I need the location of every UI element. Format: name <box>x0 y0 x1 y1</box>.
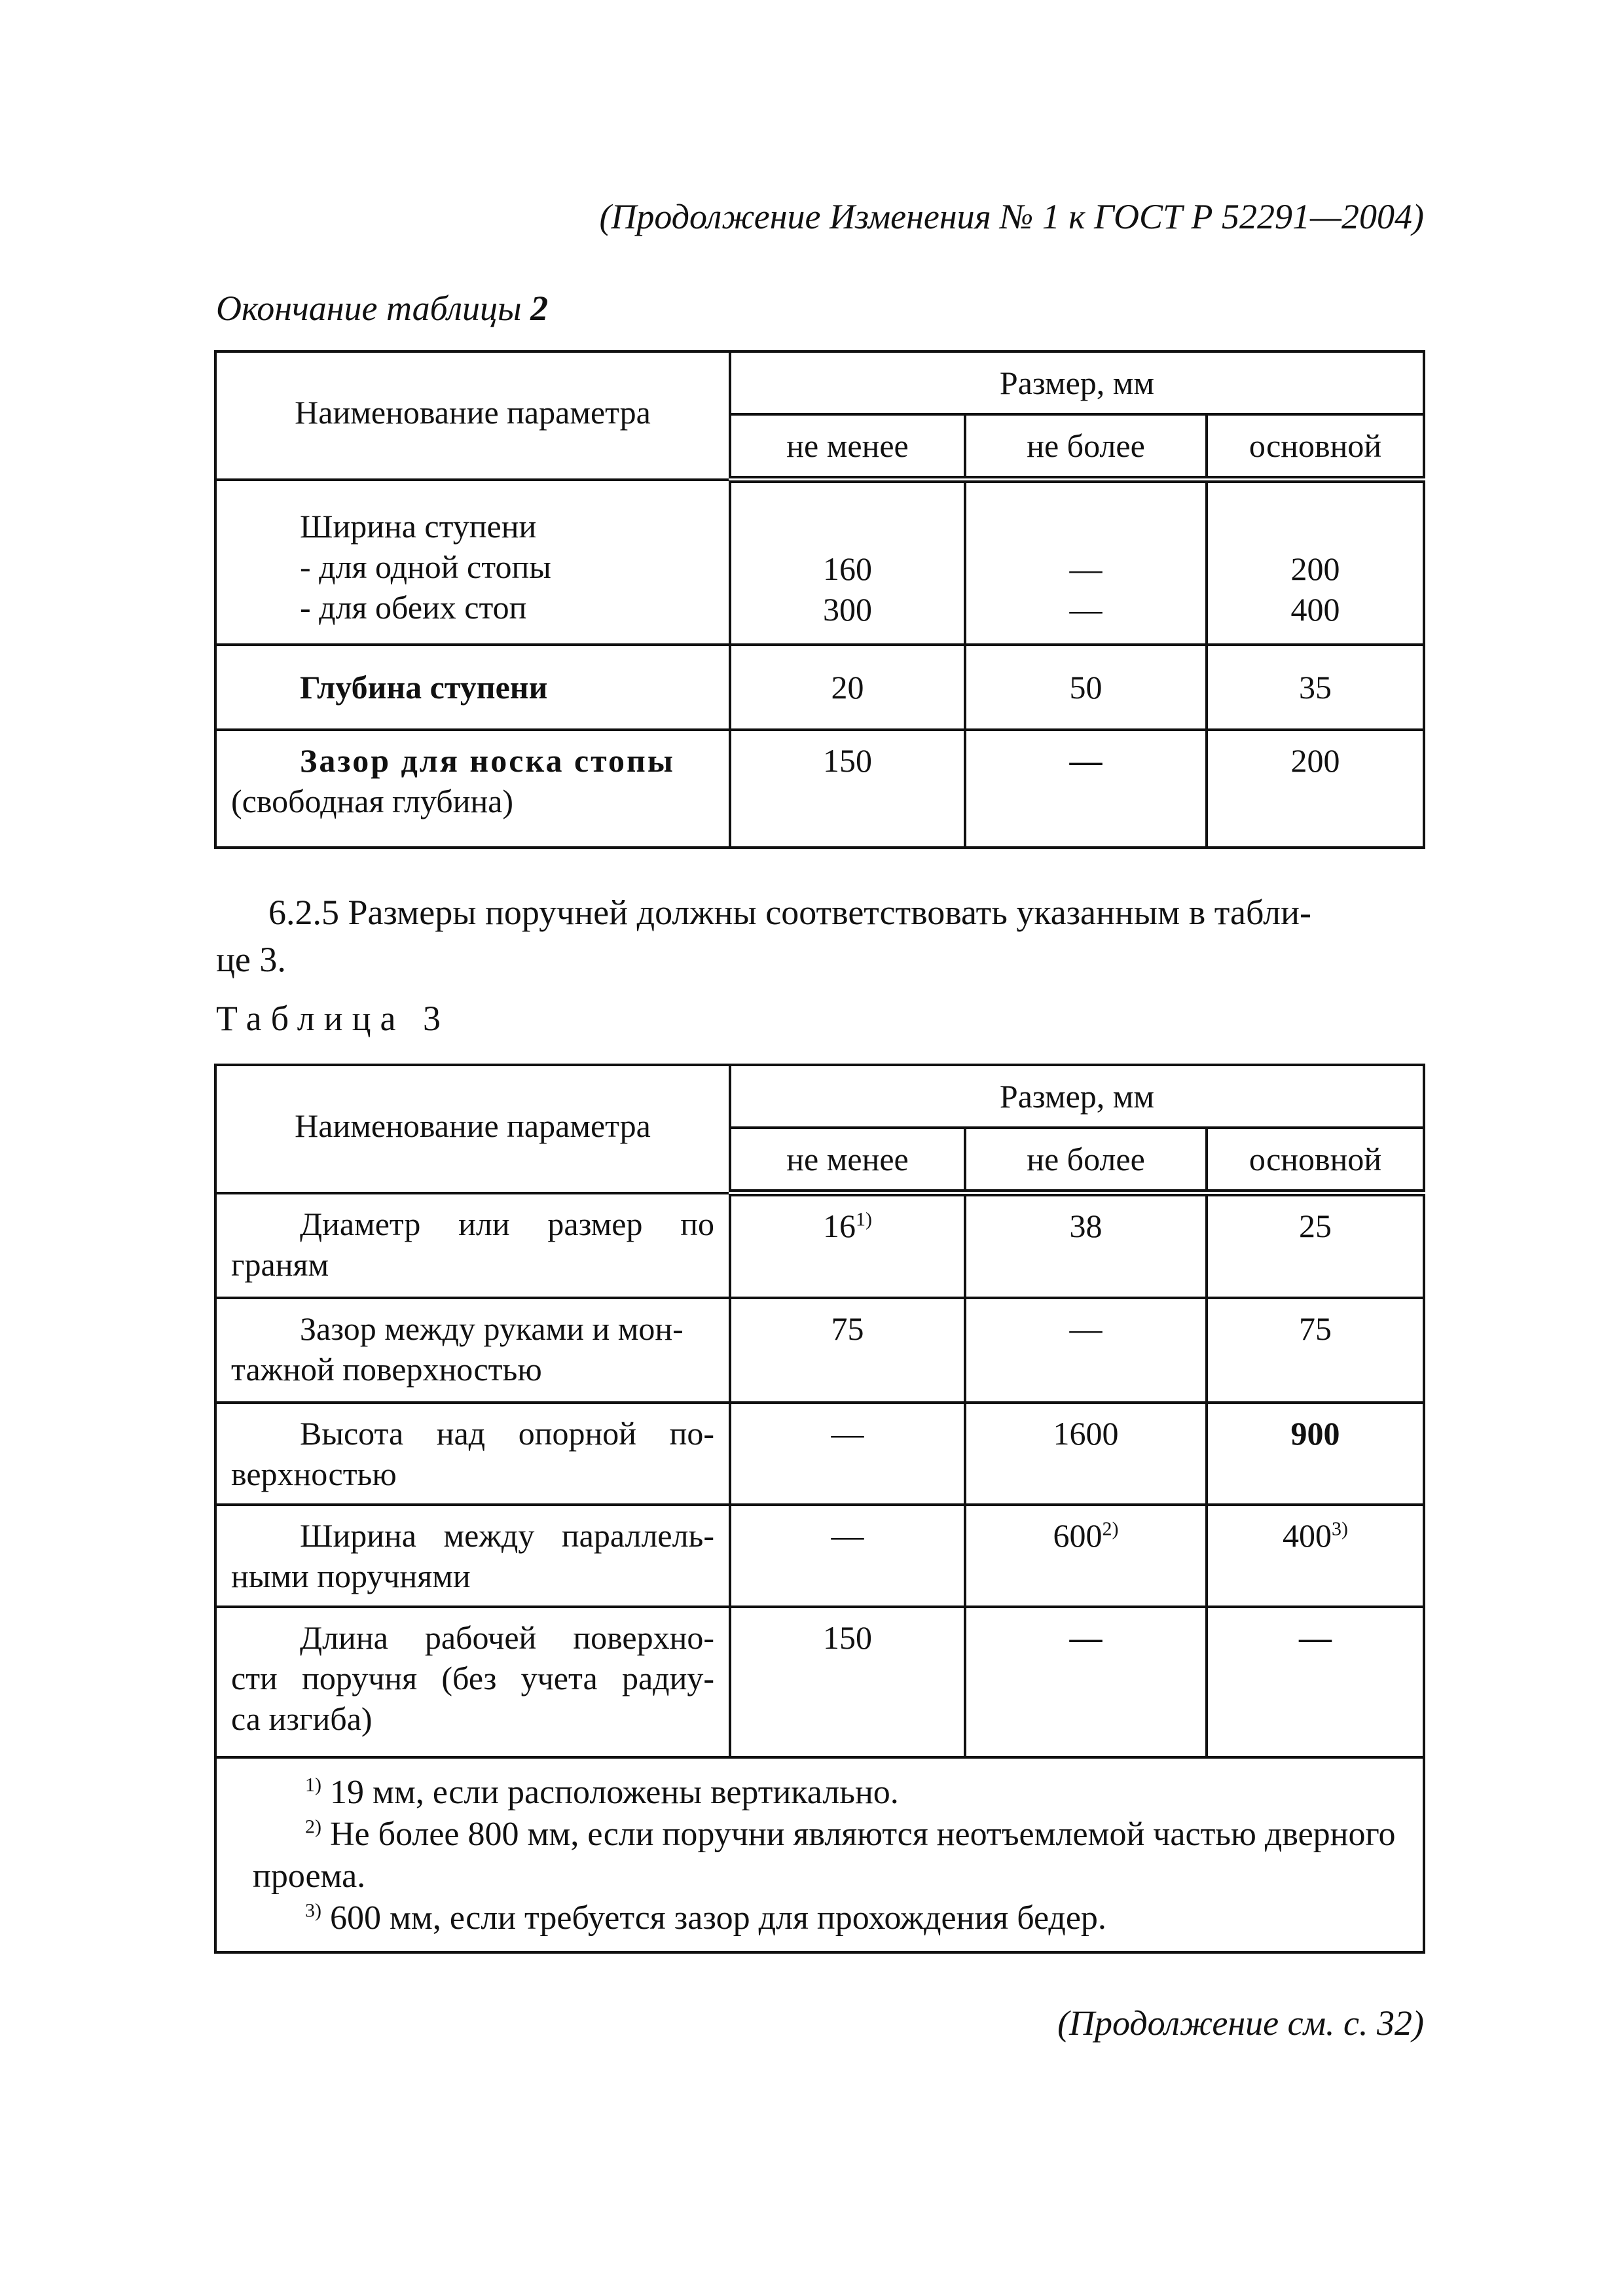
table-3 <box>214 1064 1425 1954</box>
cell-value: 38 <box>965 1193 1207 1298</box>
col-header-main: основной <box>1207 414 1424 480</box>
row-label: Диаметр или размер по <box>300 1205 714 1242</box>
table-row <box>215 730 1424 848</box>
cell-value: 300 <box>823 591 872 628</box>
row-label: (свободная глубина) <box>231 782 514 819</box>
cell-value: — <box>1069 550 1103 587</box>
table3-caption: Таблица 3 <box>216 999 450 1038</box>
cell-value: 600$^{2)}$ <box>1053 1516 1119 1554</box>
col-header-min: не менее <box>730 414 965 480</box>
cell-value: 160 <box>823 550 872 587</box>
cell-value: 25 <box>1207 1193 1424 1298</box>
cell-value: — <box>965 730 1207 848</box>
row-label: Зазор между руками и мон- <box>300 1310 684 1347</box>
footnotes-row <box>215 1757 1424 1952</box>
col-header-main: основной <box>1207 1128 1424 1193</box>
cell-value: 900 <box>1207 1403 1424 1505</box>
row-label: верхностью <box>231 1455 397 1492</box>
cell-value: — <box>965 1298 1207 1403</box>
cell-value: — <box>1069 591 1103 628</box>
row-label: Ширина между параллель- <box>300 1516 714 1554</box>
table-row <box>215 1403 1424 1505</box>
row-label: Глубина ступени <box>300 668 548 706</box>
col-header-param: Наименование параметра <box>215 1065 730 1193</box>
cell-value: 150 <box>730 730 965 848</box>
cell-value: 200 <box>1290 550 1340 587</box>
row-label: сти поручня (без учета радиу- <box>231 1659 714 1696</box>
cell-value: 16$^{1)}$ <box>823 1208 872 1244</box>
col-header-size: Размер, мм <box>730 1065 1424 1128</box>
row-label: граням <box>231 1246 329 1283</box>
table-2 <box>214 350 1425 849</box>
row-label: са изгиба) <box>231 1700 373 1737</box>
col-header-size: Размер, мм <box>730 351 1424 414</box>
page-footer: (Продолжение см. с. 32) <box>1057 2003 1424 2043</box>
footnote-3: $^{3)}$ 600 мм, если требуется зазор для прохождения бедер. <box>305 1899 1106 1937</box>
page-header: (Продолжение Изменения № 1 к ГОСТ Р 52291—2004) <box>599 197 1424 236</box>
row-label: - для одной стопы <box>300 548 551 585</box>
cell-value: 1600 <box>965 1403 1207 1505</box>
table2-caption: Окончание таблицы 2 <box>216 289 549 328</box>
cell-value: 75 <box>730 1298 965 1403</box>
col-header-max: не более <box>965 1128 1207 1193</box>
cell-value: 50 <box>965 645 1207 730</box>
cell-value: — <box>730 1403 965 1505</box>
cell-value: 75 <box>1207 1298 1424 1403</box>
footnotes <box>215 1757 1424 1952</box>
col-header-min: не менее <box>730 1128 965 1193</box>
cell-value: 400 <box>1290 591 1340 628</box>
table-row <box>215 480 1424 645</box>
row-label: - для обеих стоп <box>300 588 527 626</box>
table-row <box>215 1193 1424 1298</box>
cell-value: 35 <box>1207 645 1424 730</box>
cell-value: — <box>965 1607 1207 1757</box>
row-label: тажной поверхностью <box>231 1350 542 1388</box>
cell-value: 20 <box>730 645 965 730</box>
table-row <box>215 645 1424 730</box>
cell-value: 400$^{3)}$ <box>1283 1516 1348 1554</box>
row-label: Зазор для носка стопы <box>300 742 675 779</box>
table-row <box>215 1505 1424 1607</box>
row-label: Ширина ступени <box>300 507 537 545</box>
table-row <box>215 1607 1424 1757</box>
col-header-param: Наименование параметра <box>215 351 730 480</box>
cell-value: — <box>1207 1607 1424 1757</box>
table-row <box>215 1298 1424 1403</box>
row-label: Длина рабочей поверхно- <box>300 1619 714 1656</box>
row-label: ными поручнями <box>231 1557 471 1594</box>
row-label: Высота над опорной по- <box>300 1414 714 1452</box>
cell-value: — <box>730 1505 965 1607</box>
footnote-2: $^{2)}$ Не более 800 мм, если поручни являются неотъемлемой частью дверного проема. <box>253 1815 1396 1895</box>
paragraph-6-2-5: 6.2.5 Размеры поручней должны соответствовать указанным в табли- це 3. <box>216 893 1311 979</box>
footnote-1: $^{1)}$ 19 мм, если расположены вертикально. <box>305 1773 899 1811</box>
cell-value: 150 <box>730 1607 965 1757</box>
col-header-max: не более <box>965 414 1207 480</box>
cell-value: 200 <box>1207 730 1424 848</box>
